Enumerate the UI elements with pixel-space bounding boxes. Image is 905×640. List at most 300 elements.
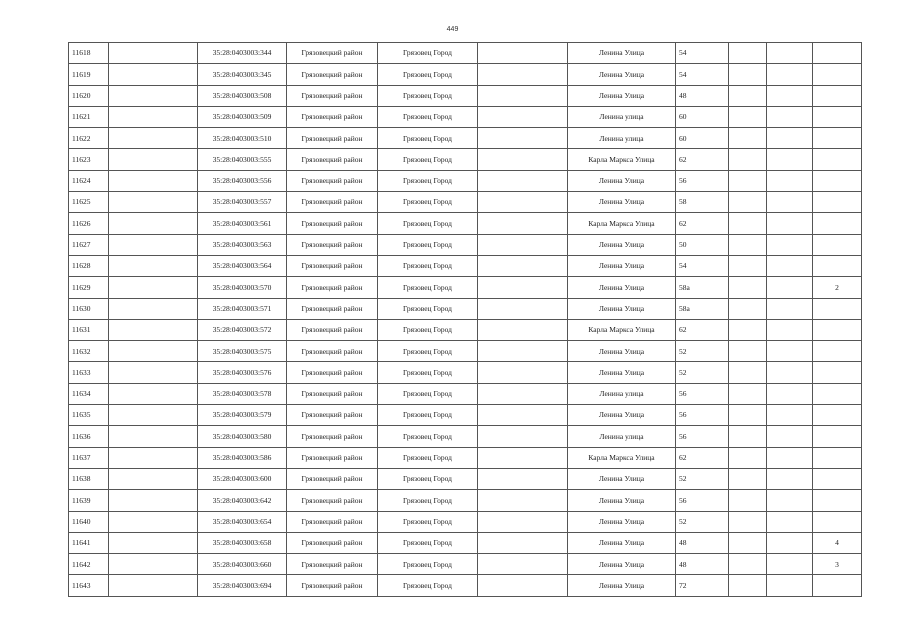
cell-record-number: 11634 bbox=[69, 383, 109, 404]
cell-empty bbox=[478, 554, 568, 575]
table-row bbox=[69, 405, 862, 426]
cell-house-number: 56 bbox=[676, 383, 729, 404]
cell-record-number: 11635 bbox=[69, 405, 109, 426]
cell-empty bbox=[767, 192, 813, 213]
cell-street: Ленина Улица bbox=[568, 192, 676, 213]
cell-empty bbox=[767, 213, 813, 234]
cell-empty bbox=[729, 85, 767, 106]
cell-record-number: 11625 bbox=[69, 192, 109, 213]
cell-empty bbox=[729, 447, 767, 468]
cell-extra-number bbox=[813, 64, 862, 85]
cell-cadastral-number: 35:28:0403003:658 bbox=[198, 532, 287, 553]
cell-empty bbox=[729, 362, 767, 383]
cell-city: Грязовец Город bbox=[378, 298, 478, 319]
cell-district: Грязовецкий район bbox=[287, 405, 378, 426]
cell-city: Грязовец Город bbox=[378, 128, 478, 149]
cell-extra-number bbox=[813, 426, 862, 447]
cell-street: Ленина Улица bbox=[568, 532, 676, 553]
cell-cadastral-number: 35:28:0403003:576 bbox=[198, 362, 287, 383]
cell-record-number: 11643 bbox=[69, 575, 109, 596]
cell-city: Грязовец Город bbox=[378, 405, 478, 426]
cell-street: Карла Маркса Улица bbox=[568, 447, 676, 468]
table-row bbox=[69, 447, 862, 468]
cell-empty bbox=[109, 128, 198, 149]
cell-empty bbox=[478, 64, 568, 85]
cell-empty bbox=[478, 106, 568, 127]
cell-record-number: 11631 bbox=[69, 319, 109, 340]
cell-city: Грязовец Город bbox=[378, 575, 478, 596]
cell-record-number: 11621 bbox=[69, 106, 109, 127]
cell-record-number: 11624 bbox=[69, 170, 109, 191]
cell-empty bbox=[478, 341, 568, 362]
cell-street: Ленина улица bbox=[568, 383, 676, 404]
cell-cadastral-number: 35:28:0403003:572 bbox=[198, 319, 287, 340]
cell-extra-number bbox=[813, 362, 862, 383]
cell-empty bbox=[729, 43, 767, 64]
cell-street: Карла Маркса Улица bbox=[568, 213, 676, 234]
cell-empty bbox=[478, 277, 568, 298]
cell-district: Грязовецкий район bbox=[287, 192, 378, 213]
cell-extra-number bbox=[813, 149, 862, 170]
cell-empty bbox=[478, 468, 568, 489]
table-row bbox=[69, 43, 862, 64]
cell-empty bbox=[109, 298, 198, 319]
table-row bbox=[69, 170, 862, 191]
cell-house-number: 52 bbox=[676, 468, 729, 489]
cell-cadastral-number: 35:28:0403003:578 bbox=[198, 383, 287, 404]
cell-city: Грязовец Город bbox=[378, 426, 478, 447]
cell-cadastral-number: 35:28:0403003:564 bbox=[198, 255, 287, 276]
cell-cadastral-number: 35:28:0403003:557 bbox=[198, 192, 287, 213]
cell-record-number: 11637 bbox=[69, 447, 109, 468]
cell-extra-number bbox=[813, 170, 862, 191]
cell-empty bbox=[767, 128, 813, 149]
cell-empty bbox=[729, 298, 767, 319]
cell-street: Карла Маркса Улица bbox=[568, 149, 676, 170]
cell-extra-number: 2 bbox=[813, 277, 862, 298]
cell-empty bbox=[729, 426, 767, 447]
cell-house-number: 48 bbox=[676, 532, 729, 553]
cell-extra-number bbox=[813, 128, 862, 149]
cell-extra-number bbox=[813, 298, 862, 319]
cell-record-number: 11636 bbox=[69, 426, 109, 447]
cell-empty bbox=[729, 405, 767, 426]
table-row bbox=[69, 255, 862, 276]
cell-cadastral-number: 35:28:0403003:660 bbox=[198, 554, 287, 575]
cell-record-number: 11623 bbox=[69, 149, 109, 170]
cell-empty bbox=[729, 277, 767, 298]
cell-extra-number bbox=[813, 106, 862, 127]
cell-empty bbox=[478, 426, 568, 447]
cell-street: Ленина Улица bbox=[568, 362, 676, 383]
cell-empty bbox=[109, 170, 198, 191]
cell-house-number: 60 bbox=[676, 128, 729, 149]
table-row bbox=[69, 85, 862, 106]
cell-empty bbox=[767, 490, 813, 511]
cell-empty bbox=[478, 447, 568, 468]
cell-district: Грязовецкий район bbox=[287, 234, 378, 255]
cell-house-number: 58а bbox=[676, 298, 729, 319]
cell-city: Грязовец Город bbox=[378, 362, 478, 383]
cell-empty bbox=[729, 511, 767, 532]
cell-empty bbox=[478, 213, 568, 234]
cell-district: Грязовецкий район bbox=[287, 149, 378, 170]
table-row bbox=[69, 319, 862, 340]
cell-empty bbox=[767, 149, 813, 170]
cell-empty bbox=[729, 468, 767, 489]
cell-street: Ленина Улица bbox=[568, 511, 676, 532]
cell-city: Грязовец Город bbox=[378, 255, 478, 276]
cell-city: Грязовец Город bbox=[378, 85, 478, 106]
cell-extra-number bbox=[813, 85, 862, 106]
cell-district: Грязовецкий район bbox=[287, 426, 378, 447]
cell-extra-number: 3 bbox=[813, 554, 862, 575]
cell-street: Карла Маркса Улица bbox=[568, 319, 676, 340]
cell-cadastral-number: 35:28:0403003:508 bbox=[198, 85, 287, 106]
cell-empty bbox=[729, 213, 767, 234]
cell-empty bbox=[109, 341, 198, 362]
cell-city: Грязовец Город bbox=[378, 383, 478, 404]
cell-district: Грязовецкий район bbox=[287, 447, 378, 468]
cell-empty bbox=[109, 405, 198, 426]
cell-empty bbox=[109, 426, 198, 447]
cell-street: Ленина Улица bbox=[568, 575, 676, 596]
cell-empty bbox=[109, 85, 198, 106]
cell-empty bbox=[109, 106, 198, 127]
cell-house-number: 52 bbox=[676, 362, 729, 383]
cell-empty bbox=[478, 575, 568, 596]
cell-record-number: 11642 bbox=[69, 554, 109, 575]
cell-district: Грязовецкий район bbox=[287, 383, 378, 404]
cell-city: Грязовец Город bbox=[378, 213, 478, 234]
cell-record-number: 11619 bbox=[69, 64, 109, 85]
cell-house-number: 48 bbox=[676, 85, 729, 106]
cell-empty bbox=[478, 532, 568, 553]
cell-empty bbox=[109, 532, 198, 553]
table-row bbox=[69, 341, 862, 362]
cell-empty bbox=[478, 405, 568, 426]
cell-house-number: 48 bbox=[676, 554, 729, 575]
table-row bbox=[69, 554, 862, 575]
cell-empty bbox=[109, 43, 198, 64]
cell-empty bbox=[109, 277, 198, 298]
cell-empty bbox=[729, 490, 767, 511]
cell-empty bbox=[109, 554, 198, 575]
cell-cadastral-number: 35:28:0403003:509 bbox=[198, 106, 287, 127]
cell-empty bbox=[729, 234, 767, 255]
table-row bbox=[69, 64, 862, 85]
cell-empty bbox=[767, 405, 813, 426]
cell-extra-number: 4 bbox=[813, 532, 862, 553]
table-row bbox=[69, 362, 862, 383]
cell-cadastral-number: 35:28:0403003:642 bbox=[198, 490, 287, 511]
table-row bbox=[69, 192, 862, 213]
cell-district: Грязовецкий район bbox=[287, 85, 378, 106]
cell-extra-number bbox=[813, 43, 862, 64]
cell-empty bbox=[729, 575, 767, 596]
table-row bbox=[69, 383, 862, 404]
cell-empty bbox=[109, 383, 198, 404]
cell-empty bbox=[478, 255, 568, 276]
cell-empty bbox=[767, 426, 813, 447]
cell-empty bbox=[478, 511, 568, 532]
cell-street: Ленина Улица bbox=[568, 405, 676, 426]
cell-empty bbox=[767, 341, 813, 362]
cell-empty bbox=[767, 298, 813, 319]
table-row bbox=[69, 213, 862, 234]
cell-city: Грязовец Город bbox=[378, 277, 478, 298]
cell-empty bbox=[729, 106, 767, 127]
cell-empty bbox=[767, 85, 813, 106]
cell-house-number: 62 bbox=[676, 149, 729, 170]
cell-empty bbox=[767, 532, 813, 553]
cell-district: Грязовецкий район bbox=[287, 277, 378, 298]
cell-empty bbox=[109, 447, 198, 468]
cell-house-number: 56 bbox=[676, 170, 729, 191]
cell-extra-number bbox=[813, 319, 862, 340]
cell-street: Ленина Улица bbox=[568, 490, 676, 511]
cell-empty bbox=[478, 234, 568, 255]
table-row bbox=[69, 468, 862, 489]
cell-extra-number bbox=[813, 234, 862, 255]
cell-city: Грязовец Город bbox=[378, 192, 478, 213]
cell-empty bbox=[767, 319, 813, 340]
table-row bbox=[69, 149, 862, 170]
cell-extra-number bbox=[813, 490, 862, 511]
cell-empty bbox=[767, 277, 813, 298]
cell-cadastral-number: 35:28:0403003:345 bbox=[198, 64, 287, 85]
cell-district: Грязовецкий район bbox=[287, 255, 378, 276]
cell-empty bbox=[109, 234, 198, 255]
cell-empty bbox=[729, 341, 767, 362]
cell-record-number: 11626 bbox=[69, 213, 109, 234]
cell-district: Грязовецкий район bbox=[287, 298, 378, 319]
cell-street: Ленина Улица bbox=[568, 64, 676, 85]
cell-record-number: 11632 bbox=[69, 341, 109, 362]
cell-extra-number bbox=[813, 468, 862, 489]
cell-empty bbox=[478, 383, 568, 404]
cell-cadastral-number: 35:28:0403003:694 bbox=[198, 575, 287, 596]
cell-empty bbox=[478, 85, 568, 106]
cell-house-number: 62 bbox=[676, 447, 729, 468]
cell-empty bbox=[109, 511, 198, 532]
cell-empty bbox=[729, 170, 767, 191]
cell-empty bbox=[729, 383, 767, 404]
cell-house-number: 56 bbox=[676, 405, 729, 426]
cell-district: Грязовецкий район bbox=[287, 106, 378, 127]
page-number: 449 bbox=[446, 26, 459, 33]
cell-empty bbox=[729, 532, 767, 553]
cell-cadastral-number: 35:28:0403003:561 bbox=[198, 213, 287, 234]
cell-extra-number bbox=[813, 511, 862, 532]
cell-record-number: 11641 bbox=[69, 532, 109, 553]
cell-district: Грязовецкий район bbox=[287, 468, 378, 489]
cell-empty bbox=[109, 192, 198, 213]
cell-street: Ленина Улица bbox=[568, 170, 676, 191]
cell-district: Грязовецкий район bbox=[287, 319, 378, 340]
cell-city: Грязовец Город bbox=[378, 511, 478, 532]
cell-district: Грязовецкий район bbox=[287, 43, 378, 64]
cell-city: Грязовец Город bbox=[378, 532, 478, 553]
cell-record-number: 11640 bbox=[69, 511, 109, 532]
cell-empty bbox=[767, 362, 813, 383]
cell-house-number: 62 bbox=[676, 319, 729, 340]
cell-empty bbox=[767, 575, 813, 596]
cell-district: Грязовецкий район bbox=[287, 213, 378, 234]
cell-empty bbox=[767, 64, 813, 85]
cell-city: Грязовец Город bbox=[378, 554, 478, 575]
cell-empty bbox=[767, 447, 813, 468]
cell-record-number: 11622 bbox=[69, 128, 109, 149]
cell-empty bbox=[478, 149, 568, 170]
table-row bbox=[69, 128, 862, 149]
cell-empty bbox=[109, 213, 198, 234]
cell-empty bbox=[767, 170, 813, 191]
cell-empty bbox=[478, 43, 568, 64]
cell-street: Ленина улица bbox=[568, 106, 676, 127]
cell-district: Грязовецкий район bbox=[287, 532, 378, 553]
cell-district: Грязовецкий район bbox=[287, 170, 378, 191]
table-row bbox=[69, 575, 862, 596]
cell-empty bbox=[109, 64, 198, 85]
table-row bbox=[69, 426, 862, 447]
cell-city: Грязовец Город bbox=[378, 170, 478, 191]
cell-record-number: 11628 bbox=[69, 255, 109, 276]
cell-empty bbox=[767, 468, 813, 489]
table-row bbox=[69, 277, 862, 298]
cell-empty bbox=[729, 128, 767, 149]
cell-cadastral-number: 35:28:0403003:556 bbox=[198, 170, 287, 191]
cell-empty bbox=[109, 362, 198, 383]
cell-empty bbox=[729, 319, 767, 340]
cell-empty bbox=[478, 128, 568, 149]
cell-city: Грязовец Город bbox=[378, 468, 478, 489]
cell-street: Ленина Улица bbox=[568, 277, 676, 298]
cell-district: Грязовецкий район bbox=[287, 362, 378, 383]
cell-street: Ленина Улица bbox=[568, 85, 676, 106]
cell-empty bbox=[767, 511, 813, 532]
cell-district: Грязовецкий район bbox=[287, 554, 378, 575]
cell-house-number: 52 bbox=[676, 341, 729, 362]
cell-house-number: 58а bbox=[676, 277, 729, 298]
cell-record-number: 11627 bbox=[69, 234, 109, 255]
cell-street: Ленина улица bbox=[568, 128, 676, 149]
cell-city: Грязовец Город bbox=[378, 447, 478, 468]
cell-city: Грязовец Город bbox=[378, 234, 478, 255]
cell-cadastral-number: 35:28:0403003:510 bbox=[198, 128, 287, 149]
cell-city: Грязовец Город bbox=[378, 319, 478, 340]
cell-empty bbox=[109, 319, 198, 340]
cell-empty bbox=[109, 490, 198, 511]
cell-cadastral-number: 35:28:0403003:580 bbox=[198, 426, 287, 447]
cell-city: Грязовец Город bbox=[378, 64, 478, 85]
property-register-table bbox=[68, 42, 862, 597]
cell-city: Грязовец Город bbox=[378, 106, 478, 127]
cell-empty bbox=[767, 234, 813, 255]
cell-house-number: 60 bbox=[676, 106, 729, 127]
cell-extra-number bbox=[813, 255, 862, 276]
cell-house-number: 50 bbox=[676, 234, 729, 255]
cell-cadastral-number: 35:28:0403003:571 bbox=[198, 298, 287, 319]
cell-extra-number bbox=[813, 405, 862, 426]
cell-city: Грязовец Город bbox=[378, 43, 478, 64]
cell-empty bbox=[109, 255, 198, 276]
cell-street: Ленина Улица bbox=[568, 554, 676, 575]
cell-empty bbox=[109, 468, 198, 489]
table-row bbox=[69, 298, 862, 319]
cell-street: Ленина Улица bbox=[568, 43, 676, 64]
table-row bbox=[69, 511, 862, 532]
cell-extra-number bbox=[813, 341, 862, 362]
cell-street: Ленина Улица bbox=[568, 255, 676, 276]
cell-district: Грязовецкий район bbox=[287, 511, 378, 532]
cell-city: Грязовец Город bbox=[378, 341, 478, 362]
cell-street: Ленина Улица bbox=[568, 341, 676, 362]
table-row bbox=[69, 532, 862, 553]
cell-house-number: 56 bbox=[676, 490, 729, 511]
table-body bbox=[69, 43, 862, 597]
cell-district: Грязовецкий район bbox=[287, 575, 378, 596]
cell-street: Ленина улица bbox=[568, 426, 676, 447]
cell-empty bbox=[478, 362, 568, 383]
cell-house-number: 58 bbox=[676, 192, 729, 213]
cell-extra-number bbox=[813, 383, 862, 404]
cell-empty bbox=[729, 255, 767, 276]
cell-record-number: 11638 bbox=[69, 468, 109, 489]
cell-district: Грязовецкий район bbox=[287, 128, 378, 149]
cell-city: Грязовец Город bbox=[378, 149, 478, 170]
cell-house-number: 54 bbox=[676, 64, 729, 85]
cell-district: Грязовецкий район bbox=[287, 341, 378, 362]
cell-record-number: 11639 bbox=[69, 490, 109, 511]
cell-empty bbox=[729, 554, 767, 575]
cell-house-number: 56 bbox=[676, 426, 729, 447]
cell-empty bbox=[109, 149, 198, 170]
cell-record-number: 11620 bbox=[69, 85, 109, 106]
table-row bbox=[69, 106, 862, 127]
cell-empty bbox=[478, 170, 568, 191]
cell-record-number: 11633 bbox=[69, 362, 109, 383]
cell-empty bbox=[478, 490, 568, 511]
cell-cadastral-number: 35:28:0403003:344 bbox=[198, 43, 287, 64]
cell-district: Грязовецкий район bbox=[287, 490, 378, 511]
cell-empty bbox=[767, 554, 813, 575]
cell-empty bbox=[767, 43, 813, 64]
cell-empty bbox=[729, 192, 767, 213]
table-row bbox=[69, 234, 862, 255]
cell-empty bbox=[767, 255, 813, 276]
cell-cadastral-number: 35:28:0403003:570 bbox=[198, 277, 287, 298]
cell-city: Грязовец Город bbox=[378, 490, 478, 511]
cell-empty bbox=[478, 298, 568, 319]
cell-extra-number bbox=[813, 447, 862, 468]
cell-cadastral-number: 35:28:0403003:600 bbox=[198, 468, 287, 489]
cell-empty bbox=[729, 149, 767, 170]
cell-empty bbox=[767, 106, 813, 127]
cell-extra-number bbox=[813, 213, 862, 234]
cell-house-number: 52 bbox=[676, 511, 729, 532]
cell-record-number: 11629 bbox=[69, 277, 109, 298]
cell-district: Грязовецкий район bbox=[287, 64, 378, 85]
cell-cadastral-number: 35:28:0403003:579 bbox=[198, 405, 287, 426]
cell-house-number: 54 bbox=[676, 255, 729, 276]
cell-record-number: 11630 bbox=[69, 298, 109, 319]
cell-street: Ленина Улица bbox=[568, 234, 676, 255]
cell-empty bbox=[478, 319, 568, 340]
cell-record-number: 11618 bbox=[69, 43, 109, 64]
cell-empty bbox=[729, 64, 767, 85]
cell-house-number: 62 bbox=[676, 213, 729, 234]
